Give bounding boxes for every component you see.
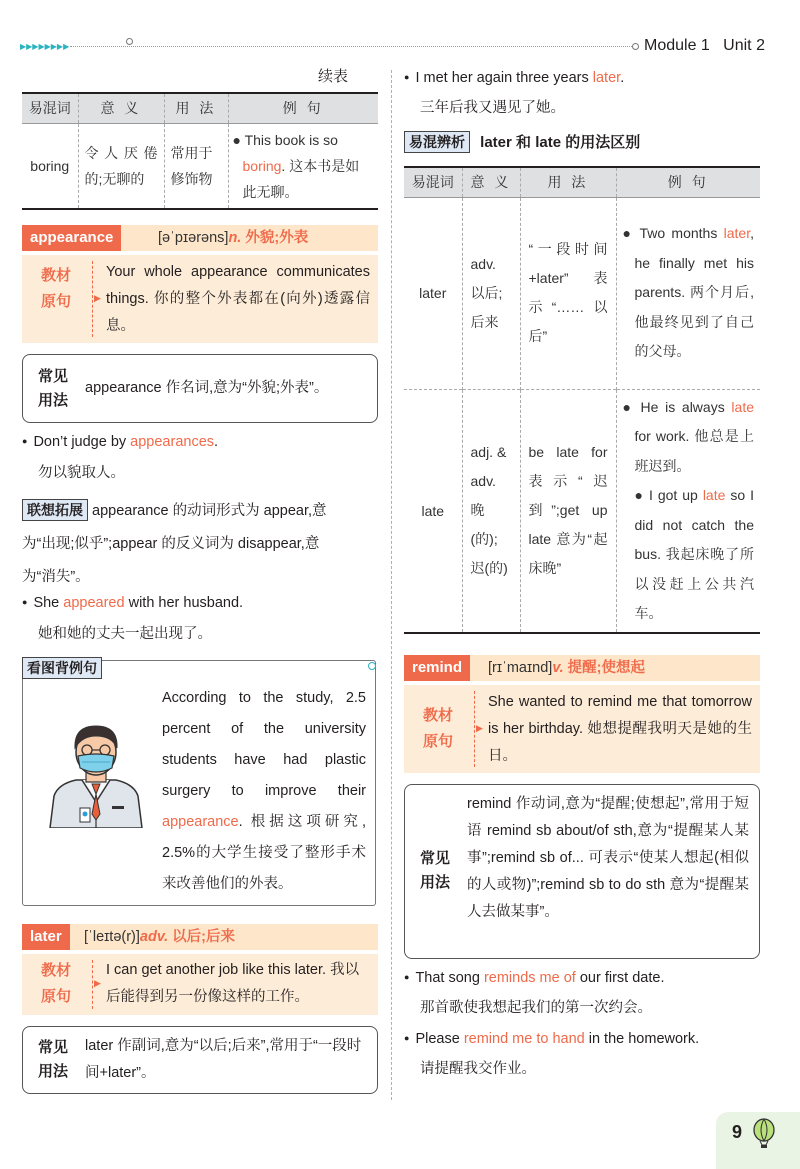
- word-tag: remind: [404, 655, 470, 681]
- header-title: [644, 37, 765, 55]
- page-number: 9: [732, 1122, 743, 1142]
- word-tag: later: [22, 924, 70, 950]
- arrow-icon: ▶: [476, 723, 483, 733]
- common-usage-box: [404, 784, 760, 959]
- word-definition: [rɪˈmaɪnd]v. 提醒;使想起: [488, 660, 645, 676]
- word-tag: appearance: [22, 225, 121, 251]
- usage-text: appearance 作名词,意为“外貌;外表”。: [85, 380, 329, 396]
- confusable-table-2: [404, 166, 760, 634]
- source-label: 教材原句: [40, 962, 71, 1005]
- cell-word: later: [404, 197, 462, 389]
- table-row: [404, 197, 760, 389]
- cell-usage: “一段时间+later”表示“……以后”: [520, 197, 616, 389]
- common-usage-box: [22, 354, 378, 423]
- example-translation: 三年后我又遇见了她。: [420, 100, 565, 116]
- cell-example: ● He is always late for work. 他总是上班迟到。 ● I got up late so I did not catch the bus. 我起床晚了所以没赶上公共汽车。: [616, 389, 760, 633]
- example-sentence: ● Don’t judge by appearances.: [22, 430, 218, 453]
- example-sentence: ● Please remind me to hand in the homework.: [404, 1027, 699, 1050]
- col-header: 用 法: [164, 93, 228, 123]
- arrow-icon: ▶: [94, 293, 101, 303]
- extension-tag: 联想拓展: [22, 499, 88, 521]
- cell-example: ● This book is so boring. 这本书是如此无聊。: [228, 123, 378, 209]
- usage-label: 常见用法: [37, 368, 68, 409]
- col-header: 例 句: [616, 167, 760, 197]
- table-caption: 续表: [318, 68, 349, 85]
- common-usage-box: [22, 1026, 378, 1094]
- page-number-badge: [716, 1112, 800, 1169]
- col-header: 易混词: [404, 167, 462, 197]
- balloon-icon: [750, 1118, 778, 1148]
- usage-label: 常见用法: [37, 1039, 68, 1080]
- word-heading-remind: [404, 655, 760, 681]
- header-arrows: ▶▶▶▶▶▶▶▶: [20, 42, 70, 51]
- column-divider: [391, 70, 392, 1100]
- usage-text: remind 作动词,意为“提醒;使想起”,常用于短语 remind sb about/of sth,意为“提醒某人某事”;remind sb of... 可表示“使某人想起(相似的人或物)”;remind sb to do sth 意为“提醒某人去做某事”。: [467, 796, 749, 920]
- arrow-icon: ▶: [94, 978, 101, 988]
- source-text: I can get another job like this later. 我以后能得到另一份像这样的工作。: [106, 962, 360, 1005]
- example-sentence: ● I met her again three years later.: [404, 66, 624, 89]
- example-translation: 她和她的丈夫一起出现了。: [38, 626, 212, 642]
- cell-usage: be late for 表示“迟到”;get up late 意为“起床晚”: [520, 389, 616, 633]
- picture-example-text: According to the study, 2.5 percent of the university students have had plastic surgery to improve their appearance. 根据这项研究, 2.5%的大学生接受了整形手术来改善他们的外表。: [162, 690, 366, 892]
- extension-block: 联想拓展 appearance 的动词形式为 appear,意 为“出现;似乎”;appear 的反义词为 disappear,意 为“消失”。: [22, 495, 380, 594]
- unit-label: Unit 2: [723, 37, 765, 54]
- example-translation: 那首歌使我想起我们的第一次约会。: [420, 1000, 652, 1016]
- dashed-separator: [474, 691, 475, 767]
- comparison-title: 易混辨析 later 和 late 的用法区别: [404, 131, 640, 154]
- cell-meaning: adj. & adv. 晚(的);迟(的): [462, 389, 520, 633]
- corner-dot: [368, 662, 376, 670]
- header-dot: [632, 43, 639, 50]
- word-heading-later: [22, 924, 378, 950]
- cell-meaning: 令人厌倦的;无聊的: [78, 123, 164, 209]
- source-text: Your whole appearance communicates things. 你的整个外表都在(向外)透露信息。: [106, 264, 370, 334]
- textbook-sentence-box: [404, 685, 760, 773]
- table-row: [404, 389, 760, 633]
- cell-usage: 常用于修饰物: [164, 123, 228, 209]
- word-definition: [ˈleɪtə(r)]adv. 以后;后来: [84, 929, 236, 945]
- col-header: 例 句: [228, 93, 378, 123]
- col-header: 用 法: [520, 167, 616, 197]
- cell-meaning: adv. 以后;后来: [462, 197, 520, 389]
- textbook-sentence-box: [22, 255, 378, 343]
- comparison-tag: 易混辨析: [404, 131, 470, 153]
- col-header: 易混词: [22, 93, 78, 123]
- col-header: 意 义: [78, 93, 164, 123]
- usage-label: 常见用法: [419, 850, 450, 891]
- source-label: 教材原句: [422, 707, 453, 750]
- usage-text: later 作副词,意为“以后;后来”,常用于“一段时间+later”。: [85, 1038, 362, 1081]
- example-translation: 请提醒我交作业。: [420, 1061, 536, 1077]
- word-heading-appearance: [22, 225, 378, 251]
- col-header: 意 义: [462, 167, 520, 197]
- source-text: She wanted to remind me that tomorrow is her birthday. 她想提醒我明天是她的生日。: [488, 694, 752, 764]
- textbook-sentence-box: [22, 954, 378, 1015]
- header-dot: [126, 38, 133, 45]
- cell-example: ● Two months later, he finally met his parents. 两个月后,他最终见到了自己的父母。: [616, 197, 760, 389]
- header-rule: [70, 46, 636, 47]
- module-label: Module 1: [644, 37, 710, 54]
- word-definition: [əˈpɪərəns]n. 外貌;外表: [158, 230, 309, 246]
- dashed-separator: [92, 261, 93, 337]
- confusable-table-1: [22, 92, 378, 210]
- doctor-illustration: [42, 718, 150, 828]
- example-sentence: ● That song reminds me of our first date.: [404, 966, 664, 989]
- source-label: 教材原句: [40, 267, 71, 310]
- cell-word: boring: [22, 123, 78, 209]
- cell-word: late: [404, 389, 462, 633]
- picture-example-tag: 看图背例句: [22, 657, 102, 679]
- example-sentence: ● She appeared with her husband.: [22, 591, 243, 614]
- example-translation: 勿以貌取人。: [38, 465, 125, 481]
- dashed-separator: [92, 960, 93, 1009]
